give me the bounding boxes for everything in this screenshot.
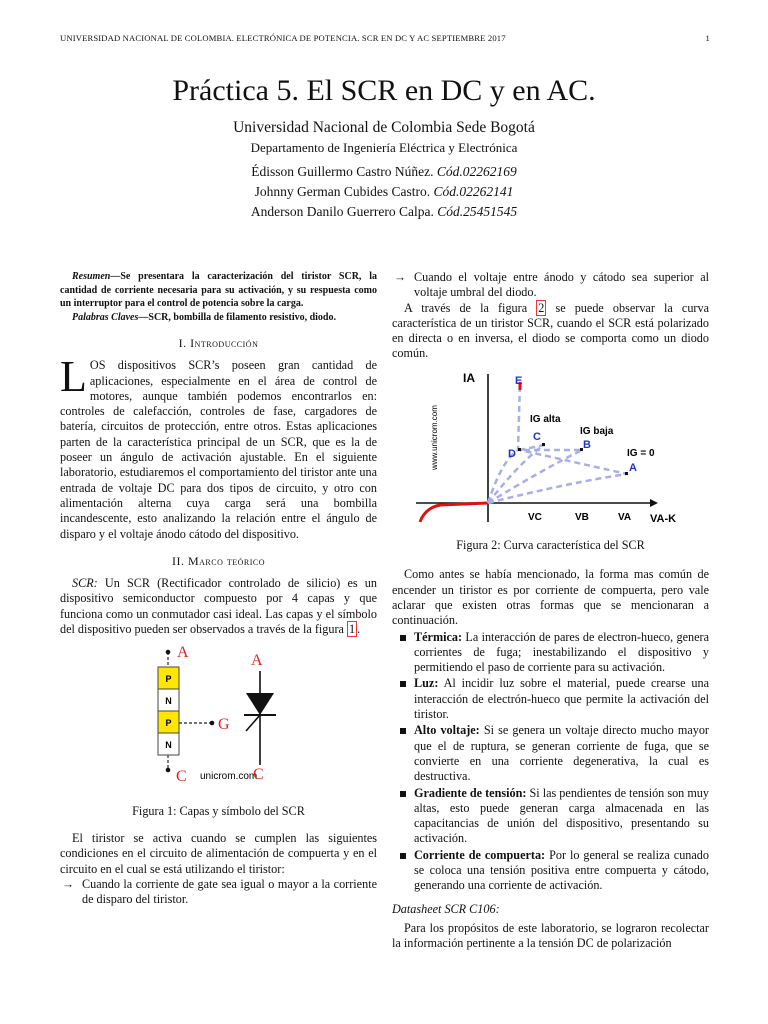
x-tick-vc: VC	[528, 511, 542, 523]
keywords-label: Palabras Claves	[72, 311, 139, 323]
bullet-text: Por lo general se realiza cunado se coloca una tensión positiva entre compuerta y cátodo, generando una corriente de activación.	[414, 847, 709, 893]
y-axis-label: IA	[463, 370, 475, 385]
figure-2	[392, 370, 709, 554]
left-column	[60, 270, 377, 907]
bullet-square-icon	[400, 728, 406, 734]
scr-text-end: .	[357, 622, 361, 637]
arrow-list-item	[60, 877, 377, 908]
intro-text: OS dispositivos SCR’s poseen gran cantidad de aplicaciones, especialmente en el área de control de motores, aunque también podemos encontrarlos en: controles de calefacción, controles de fase, cargadores de batería, circuitos de protección, entre otros. Estas aplicaciones parten de la característica principal de un SCR, que es la de poseer un ángulo de activación ajustable. En el siguiente laboratorio, estudiaremos el comportamiento del tiristor ante una entrada de voltaje DC para dos tipos de circuito, y otro con alimentación alterna cuya carga será una bombilla incandescente, esto analizando la relación entre el ángulo de disparo y el voltaje ánodo cátodo del dispositivo.	[60, 358, 377, 541]
bullet-item	[392, 723, 709, 784]
point-label-d: D	[508, 447, 516, 460]
arrow-item-text: Cuando la corriente de gate sea igual o mayor a la corriente de disparo del tiristor.	[82, 876, 377, 907]
bullet-text: Si se genera un voltaje directo mucho mayor que el de ruptura, se generan corriente de fuga, que se convierte en una corriente degenerativa, la cual es destructiva.	[414, 723, 709, 784]
curve-label-ig-high: IG alta	[530, 413, 561, 425]
curve-label-ig-low: IG baja	[580, 425, 614, 437]
curve-ig-mid	[488, 447, 582, 503]
abstract-text: —Se presentara la caracterización del tiristor SCR, la cantidad de corriente necesaria para su activación, y su respuesta como un interruptor para el control de potencia sobre la carga.	[60, 271, 377, 309]
section-number: I.	[178, 336, 187, 350]
layer-label-g: G	[218, 716, 230, 734]
bullet-square-icon	[400, 681, 406, 687]
layer-label-a: A	[177, 645, 189, 662]
running-header	[60, 33, 710, 43]
arrow-right-icon: →	[393, 270, 407, 284]
reverse-curve	[420, 503, 488, 522]
abstract-label: Resumen	[72, 271, 111, 282]
bullet-term: Luz:	[414, 676, 439, 691]
scr-text: Un SCR (Rectificador controlado de silicio) es un dispositivo semiconductor compuesto por 4 capas y que funciona como un conmutador casi ideal. Las capas y el símbolo del dispositivo pueden ser observados a través de la figura	[60, 576, 377, 637]
bullet-term: Térmica:	[414, 629, 463, 644]
scr-layers-diagram	[60, 645, 377, 795]
curve-text-end: se puede observar la curva característica de un tiristor SCR, cuando el SCR está polarizado en directa o en inversa, el diodo se comporta como un diodo común.	[392, 300, 709, 361]
keywords-text: —SCR, bombilla de filamento resistivo, diodo.	[138, 311, 336, 323]
bullet-item	[392, 848, 709, 894]
author-2	[0, 182, 768, 202]
arrow-right-icon: →	[61, 876, 75, 891]
author-code: Cód.02262141	[433, 184, 514, 199]
figure-2-caption: Figura 2: Curva característica del SCR	[456, 538, 645, 553]
figure-1-caption: Figura 1: Capas y símbolo del SCR	[132, 803, 305, 818]
affiliation: Universidad Nacional de Colombia Sede Bogotá	[233, 119, 535, 136]
section-number: II.	[171, 553, 185, 568]
bullet-text: Al incidir luz sobre el material, puede crearse una interacción de electrón-hueco que permite la activación del tiristor.	[414, 676, 709, 722]
section-heading-intro	[60, 336, 377, 351]
point-label-b: B	[583, 438, 591, 451]
bullet-item	[392, 786, 709, 847]
section-heading-theory	[60, 554, 377, 569]
abstract	[60, 270, 377, 311]
arrow-list-item	[392, 270, 709, 301]
x-axis-label: VA-K	[650, 512, 677, 525]
author-name: Anderson Danilo Guerrero Calpa.	[250, 204, 434, 219]
datasheet-heading: Datasheet SCR C106:	[392, 901, 500, 916]
bullet-term: Alto voltaje:	[414, 723, 480, 738]
symbol-label-c: C	[253, 766, 264, 784]
datasheet-paragraph: Para los propósitos de este laboratorio, se lograron recolectar la información pertinente a la tensión DC de polarización	[392, 920, 709, 951]
curve-label-ig-zero: IG = 0	[627, 447, 655, 459]
figure-1-ref-link[interactable]: 1	[349, 622, 356, 637]
author-code: Cód.02262169	[436, 164, 517, 179]
bullet-term: Corriente de compuerta:	[414, 847, 546, 862]
point-label-c: C	[533, 430, 541, 443]
symbol-label-a: A	[251, 652, 263, 670]
author-code: Cód.25451545	[437, 204, 518, 219]
arrow-item-text: Cuando el voltaje entre ánodo y cátodo sea superior al voltaje umbral del diodo.	[414, 270, 709, 300]
layer-label-c: C	[176, 768, 187, 786]
bullet-square-icon	[400, 791, 406, 797]
thyristor-gate	[246, 715, 260, 731]
activation-paragraph: El tiristor se activa cuando se cumplen las siguientes condiciones en el circuito de alimentación de compuerta y en el circuito en el cual se está utilizando el tiristor:	[60, 830, 377, 876]
right-column	[392, 270, 709, 952]
figure-1	[60, 645, 377, 819]
page-number: 1	[705, 33, 710, 43]
intro-paragraph	[60, 352, 377, 542]
layer-text: N	[165, 740, 172, 751]
bullet-square-icon	[400, 635, 406, 641]
section-title: Marco teórico	[187, 553, 266, 568]
author-1	[0, 162, 768, 182]
bullet-text: Si las pendientes de tensión son muy altas, esto puede generan carga almacenada en las capacitancias de unión del dispositivo, presentando su activación.	[414, 785, 709, 846]
point-marker	[518, 448, 521, 451]
point-label-e: E	[515, 374, 523, 387]
bullet-term: Gradiente de tensión:	[414, 785, 527, 800]
department: Departamento de Ingeniería Eléctrica y Electrónica	[250, 140, 518, 155]
bullet-square-icon	[400, 853, 406, 859]
x-tick-vb: VB	[575, 511, 589, 523]
scr-characteristic-curve	[392, 370, 709, 530]
thyristor-triangle	[246, 693, 274, 715]
figure-2-ref-link[interactable]: 2	[538, 300, 545, 315]
x-tick-va: VA	[618, 511, 632, 523]
figure-watermark: www.unicrom.com	[430, 404, 439, 470]
anode-terminal	[166, 650, 171, 655]
curve-text: A través de la figura	[404, 300, 537, 315]
author-list	[0, 162, 768, 222]
drop-cap: L	[60, 352, 87, 402]
keywords	[60, 311, 377, 325]
paper-title: Práctica 5. El SCR en DC y en AC.	[172, 74, 596, 107]
bullet-item	[392, 630, 709, 676]
section-title: Introducción	[190, 336, 259, 350]
curve-paragraph	[392, 301, 709, 362]
figure-watermark: unicrom.com	[200, 771, 258, 783]
author-name: Édisson Guillermo Castro Núñez.	[251, 164, 434, 179]
author-name: Johnny German Cubides Castro.	[254, 184, 431, 199]
cathode-terminal	[166, 768, 171, 773]
running-header-text: UNIVERSIDAD NACIONAL DE COLOMBIA. ELECTRÓNICA DE POTENCIA. SCR EN DC Y AC SEPTIEMBRE 2017	[60, 33, 506, 43]
scr-label: SCR:	[72, 576, 98, 591]
layer-text: P	[165, 718, 172, 729]
point-label-a: A	[629, 461, 637, 474]
bullet-item	[392, 676, 709, 722]
point-marker	[542, 443, 545, 446]
x-axis-arrow-icon	[650, 499, 658, 507]
gate-terminal	[210, 721, 215, 726]
point-marker	[625, 472, 628, 475]
layer-text: N	[165, 696, 172, 707]
forms-paragraph: Como antes se había mencionado, la forma mas común de encender un tiristor es por corriente de compuerta, pero vale aclarar que existen otras formas que se mencionaran a continuación.	[392, 567, 709, 628]
scr-paragraph	[60, 576, 377, 637]
layer-text: P	[165, 674, 172, 685]
author-3	[0, 202, 768, 222]
bullet-text: La interacción de pares de electron-hueco, genera corrientes de fuga; inestabilizando el dispositivo y permitiendo el paso de corriente para su activación.	[414, 629, 709, 675]
